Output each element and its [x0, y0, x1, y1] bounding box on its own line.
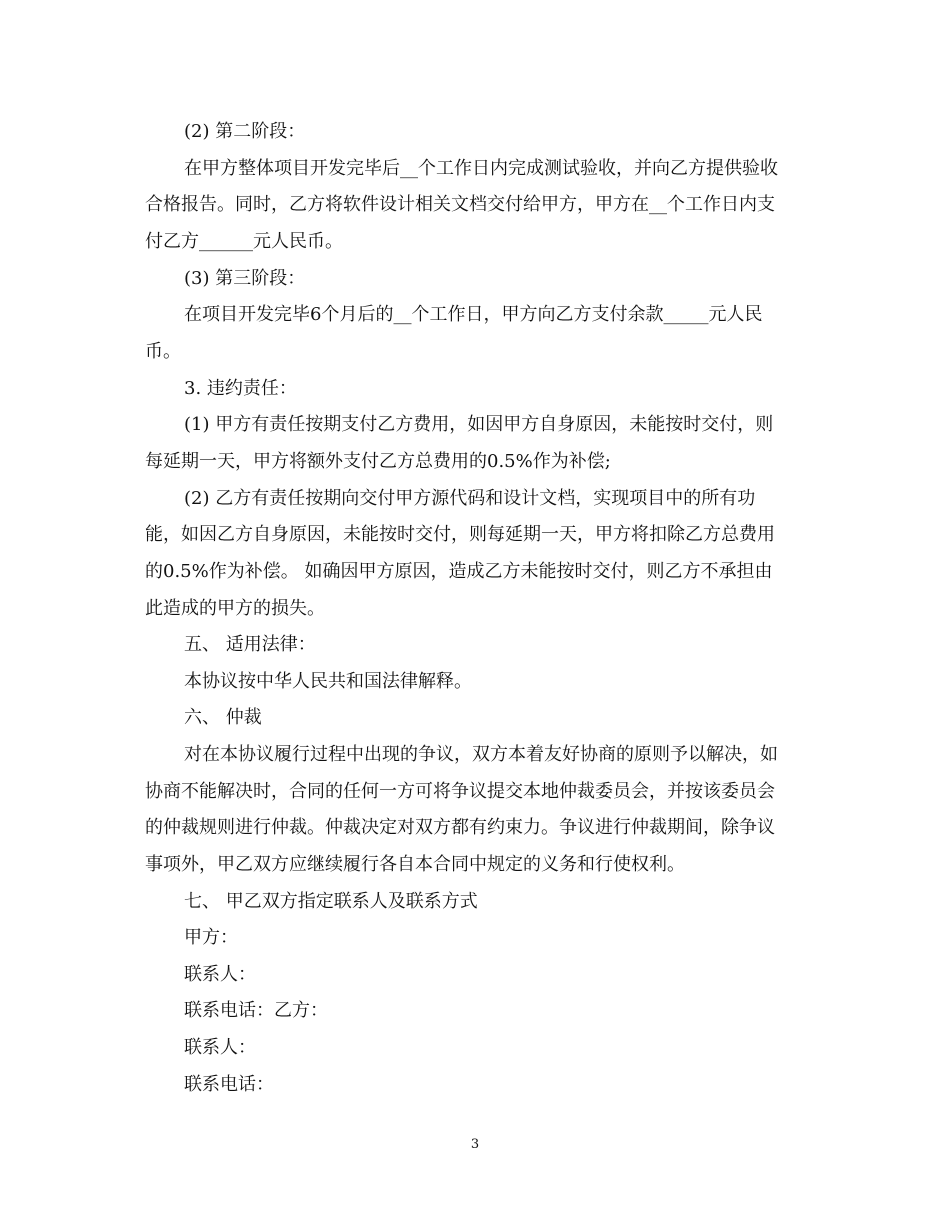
page-number: 3: [470, 1137, 480, 1152]
arbitration-heading: 六、 仲裁: [184, 707, 262, 728]
party-b-phone: 联系电话：: [184, 1074, 274, 1095]
applicable-law-heading: 五、 适用法律：: [184, 634, 316, 655]
stage-2-paragraph-line-3: 付乙方______元人民币。: [145, 231, 343, 252]
arbitration-paragraph-line-2: 协商不能解决时，合同的任何一方可将争议提交本地仲裁委员会，并按该委员会: [145, 781, 775, 802]
party-a-label: 甲方：: [184, 927, 238, 948]
breach-clause-2-line-2: 能，如因乙方自身原因，未能按时交付，则每延期一天，甲方将扣除乙方总费用: [145, 524, 775, 545]
party-b-contact-person: 联系人：: [184, 1037, 256, 1058]
arbitration-paragraph-line-4: 事项外，甲乙双方应继续履行各自本合同中规定的义务和行使权利。: [145, 854, 685, 875]
contacts-heading: 七、 甲乙双方指定联系人及联系方式: [184, 891, 478, 912]
party-a-contact-person: 联系人：: [184, 964, 256, 985]
stage-3-heading: (3) 第三阶段：: [184, 268, 306, 289]
arbitration-paragraph-line-1: 对在本协议履行过程中出现的争议，双方本着友好协商的原则予以解决，如: [184, 744, 778, 765]
breach-liability-heading: 3. 违约责任：: [184, 378, 297, 399]
applicable-law-text: 本协议按中华人民共和国法律解释。: [184, 671, 472, 692]
stage-2-paragraph-line-2: 合格报告。同时，乙方将软件设计相关文档交付给甲方，甲方在__个工作日内支: [145, 194, 775, 215]
breach-clause-2-line-4: 此造成的甲方的损失。: [145, 598, 325, 619]
party-a-phone-party-b-label: 联系电话：乙方：: [184, 1000, 328, 1021]
breach-clause-2-line-1: (2) 乙方有责任按期向交付甲方源代码和设计文档，实现项目中的所有功: [184, 488, 756, 509]
breach-clause-2-line-3: 的0.5%作为补偿。 如确因甲方原因，造成乙方未能按时交付，则乙方不承担由: [145, 561, 773, 582]
breach-clause-1-line-1: (1) 甲方有责任按期支付乙方费用，如因甲方自身原因，未能按时交付，则: [184, 414, 774, 435]
stage-3-paragraph-line-1: 在项目开发完毕6个月后的__个工作日，甲方向乙方支付余款_____元人民: [184, 304, 763, 325]
breach-clause-1-line-2: 每延期一天，甲方将额外支付乙方总费用的0.5%作为补偿;: [145, 451, 611, 472]
stage-3-paragraph-line-2: 币。: [145, 341, 181, 362]
stage-2-heading: (2) 第二阶段：: [184, 121, 306, 142]
stage-2-paragraph-line-1: 在甲方整体项目开发完毕后__个工作日内完成测试验收，并向乙方提供验收: [184, 158, 778, 179]
arbitration-paragraph-line-3: 的仲裁规则进行仲裁。仲裁决定对双方都有约束力。争议进行仲裁期间，除争议: [145, 817, 775, 838]
